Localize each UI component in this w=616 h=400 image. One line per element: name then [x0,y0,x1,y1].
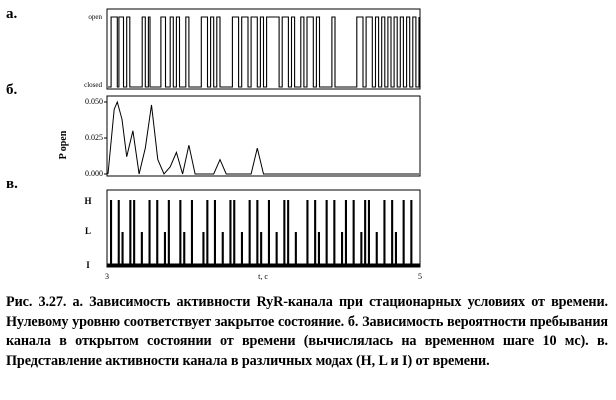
mode-bar [233,200,235,265]
x-tick-5: 5 [418,272,422,281]
mode-bar [110,200,112,265]
mode-bar [164,232,166,265]
tick-mode-I: I [86,260,90,270]
mode-bar [156,200,158,265]
x-tick-3: 3 [105,272,109,281]
mode-bar [395,232,397,265]
channel-activity-trace [108,17,419,87]
mode-bar [287,200,289,265]
mode-bar [326,200,328,265]
mode-bar [214,200,216,265]
mode-bar [260,232,262,265]
mode-bar [191,200,193,265]
tick-0-050: 0.050 [85,97,103,106]
mode-bars [110,200,412,265]
mode-bar [256,200,258,265]
mode-bar [133,200,135,265]
panel-label-b: б. [6,82,18,98]
tick-mode-H: H [84,196,92,206]
mode-bar [318,232,320,265]
x-axis-label-t: t, c [258,272,268,281]
mode-bar [229,200,231,265]
mode-bar [403,200,405,265]
mode-bar [345,200,347,265]
mode-bar [149,200,151,265]
figure-caption [6,293,608,371]
mode-bar [202,232,204,265]
mode-bar [241,232,243,265]
mode-bar [368,200,370,265]
mode-bar [364,200,366,265]
tick-mode-L: L [84,226,92,236]
mode-bar [306,200,308,265]
mode-bar [122,232,124,265]
panel-c-frame [107,190,420,267]
mode-bar [360,232,362,265]
mode-bar [295,232,297,265]
mode-bar [206,200,208,265]
mode-bar [168,200,170,265]
mode-bar [410,200,412,265]
mode-bar [179,200,181,265]
mode-bar [333,200,335,265]
mode-bar [353,200,355,265]
mode-bar [383,200,385,265]
mode-bar [376,232,378,265]
mode-bar [341,232,343,265]
mode-bar [222,232,224,265]
mode-bar [249,200,251,265]
open-probability-trace [108,102,419,174]
mode-bar [391,200,393,265]
panel-label-c: в. [6,176,18,192]
panel-label-a: а. [6,6,18,22]
mode-bar [268,200,270,265]
mode-bar [276,232,278,265]
tick-0-025: 0.025 [85,133,103,142]
caption-text: Рис. 3.27. а. Зависимость активности RyR-канала при стационарных условиях от времени. Нулевому уровню соответствует закрытое состояние. б. Зависимость вероятности пребывания канала в открытом состоянии от времени (вычислялась на временном шаге 10 мс). в. Представление активности канала в различных модах (H, L и I) от времени. [6,294,608,369]
tick-0-000: 0.000 [85,169,103,178]
p-open-label: P open [58,130,69,160]
mode-bar [141,232,143,265]
mode-bar [129,200,131,265]
tick-closed: closed [84,81,102,89]
mode-bar [283,200,285,265]
mode-bar [118,200,120,265]
tick-open: open [88,13,102,21]
mode-bar [314,200,316,265]
panel-b-frame [107,96,420,176]
mode-bar [183,232,185,265]
